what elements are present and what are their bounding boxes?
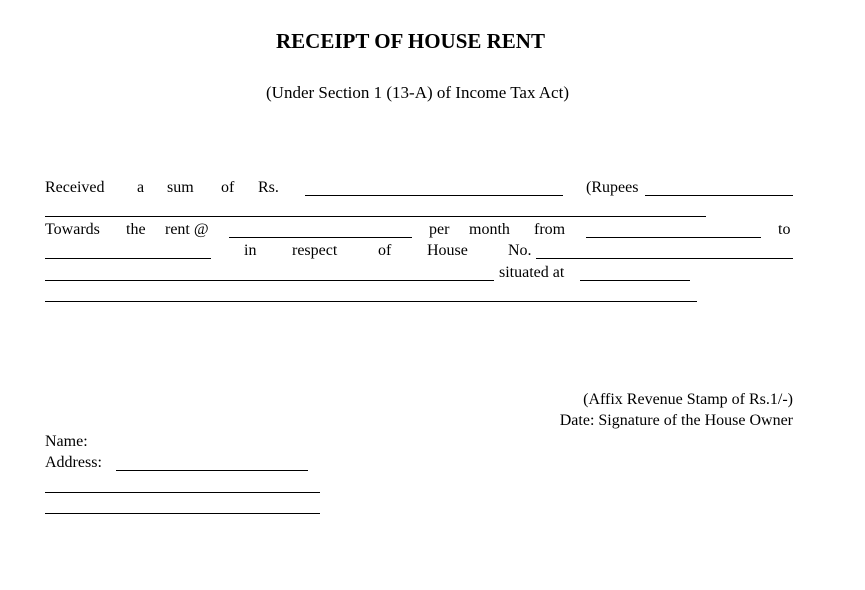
location-continued-blank[interactable] — [45, 301, 697, 302]
to-date-blank[interactable] — [45, 258, 211, 259]
from-label: from — [534, 221, 566, 238]
rupees-words-blank[interactable] — [645, 195, 793, 196]
revenue-stamp-note: (Affix Revenue Stamp of Rs.1/-) — [583, 391, 793, 408]
page-subtitle: (Under Section 1 (13-A) of Income Tax Act) — [266, 83, 569, 102]
in-label: in — [244, 242, 257, 259]
sum-label: sum — [167, 179, 194, 196]
house-no-label: No. — [508, 242, 532, 259]
location-blank[interactable] — [580, 280, 690, 281]
rupees-label: (Rupees — [586, 179, 639, 196]
rupees-words-continued-blank[interactable] — [45, 216, 706, 217]
situated-at-label: situated at — [499, 264, 565, 281]
address-blank-1[interactable] — [116, 470, 308, 471]
page-title: RECEIPT OF HOUSE RENT — [276, 29, 545, 53]
per-label: per — [429, 221, 450, 238]
to-label: to — [778, 221, 791, 238]
of-label: of — [221, 179, 235, 196]
the-label: the — [126, 221, 146, 238]
house-number-blank[interactable] — [536, 258, 793, 259]
house-details-blank[interactable] — [45, 280, 494, 281]
rs-label: Rs. — [258, 179, 279, 196]
address-blank-2[interactable] — [45, 492, 320, 493]
month-label: month — [469, 221, 510, 238]
of-label-2: of — [378, 242, 392, 259]
from-date-blank[interactable] — [586, 237, 761, 238]
date-signature-label: Date: Signature of the House Owner — [559, 412, 793, 429]
rent-at-label: rent @ — [165, 221, 209, 238]
house-label: House — [427, 242, 468, 259]
amount-blank[interactable] — [305, 195, 563, 196]
address-blank-3[interactable] — [45, 513, 320, 514]
address-label: Address: — [45, 454, 102, 471]
name-label: Name: — [45, 433, 88, 450]
rent-amount-blank[interactable] — [229, 237, 412, 238]
received-label: Received — [45, 179, 105, 196]
respect-label: respect — [292, 242, 338, 259]
a-label: a — [137, 179, 145, 196]
towards-label: Towards — [45, 221, 100, 238]
